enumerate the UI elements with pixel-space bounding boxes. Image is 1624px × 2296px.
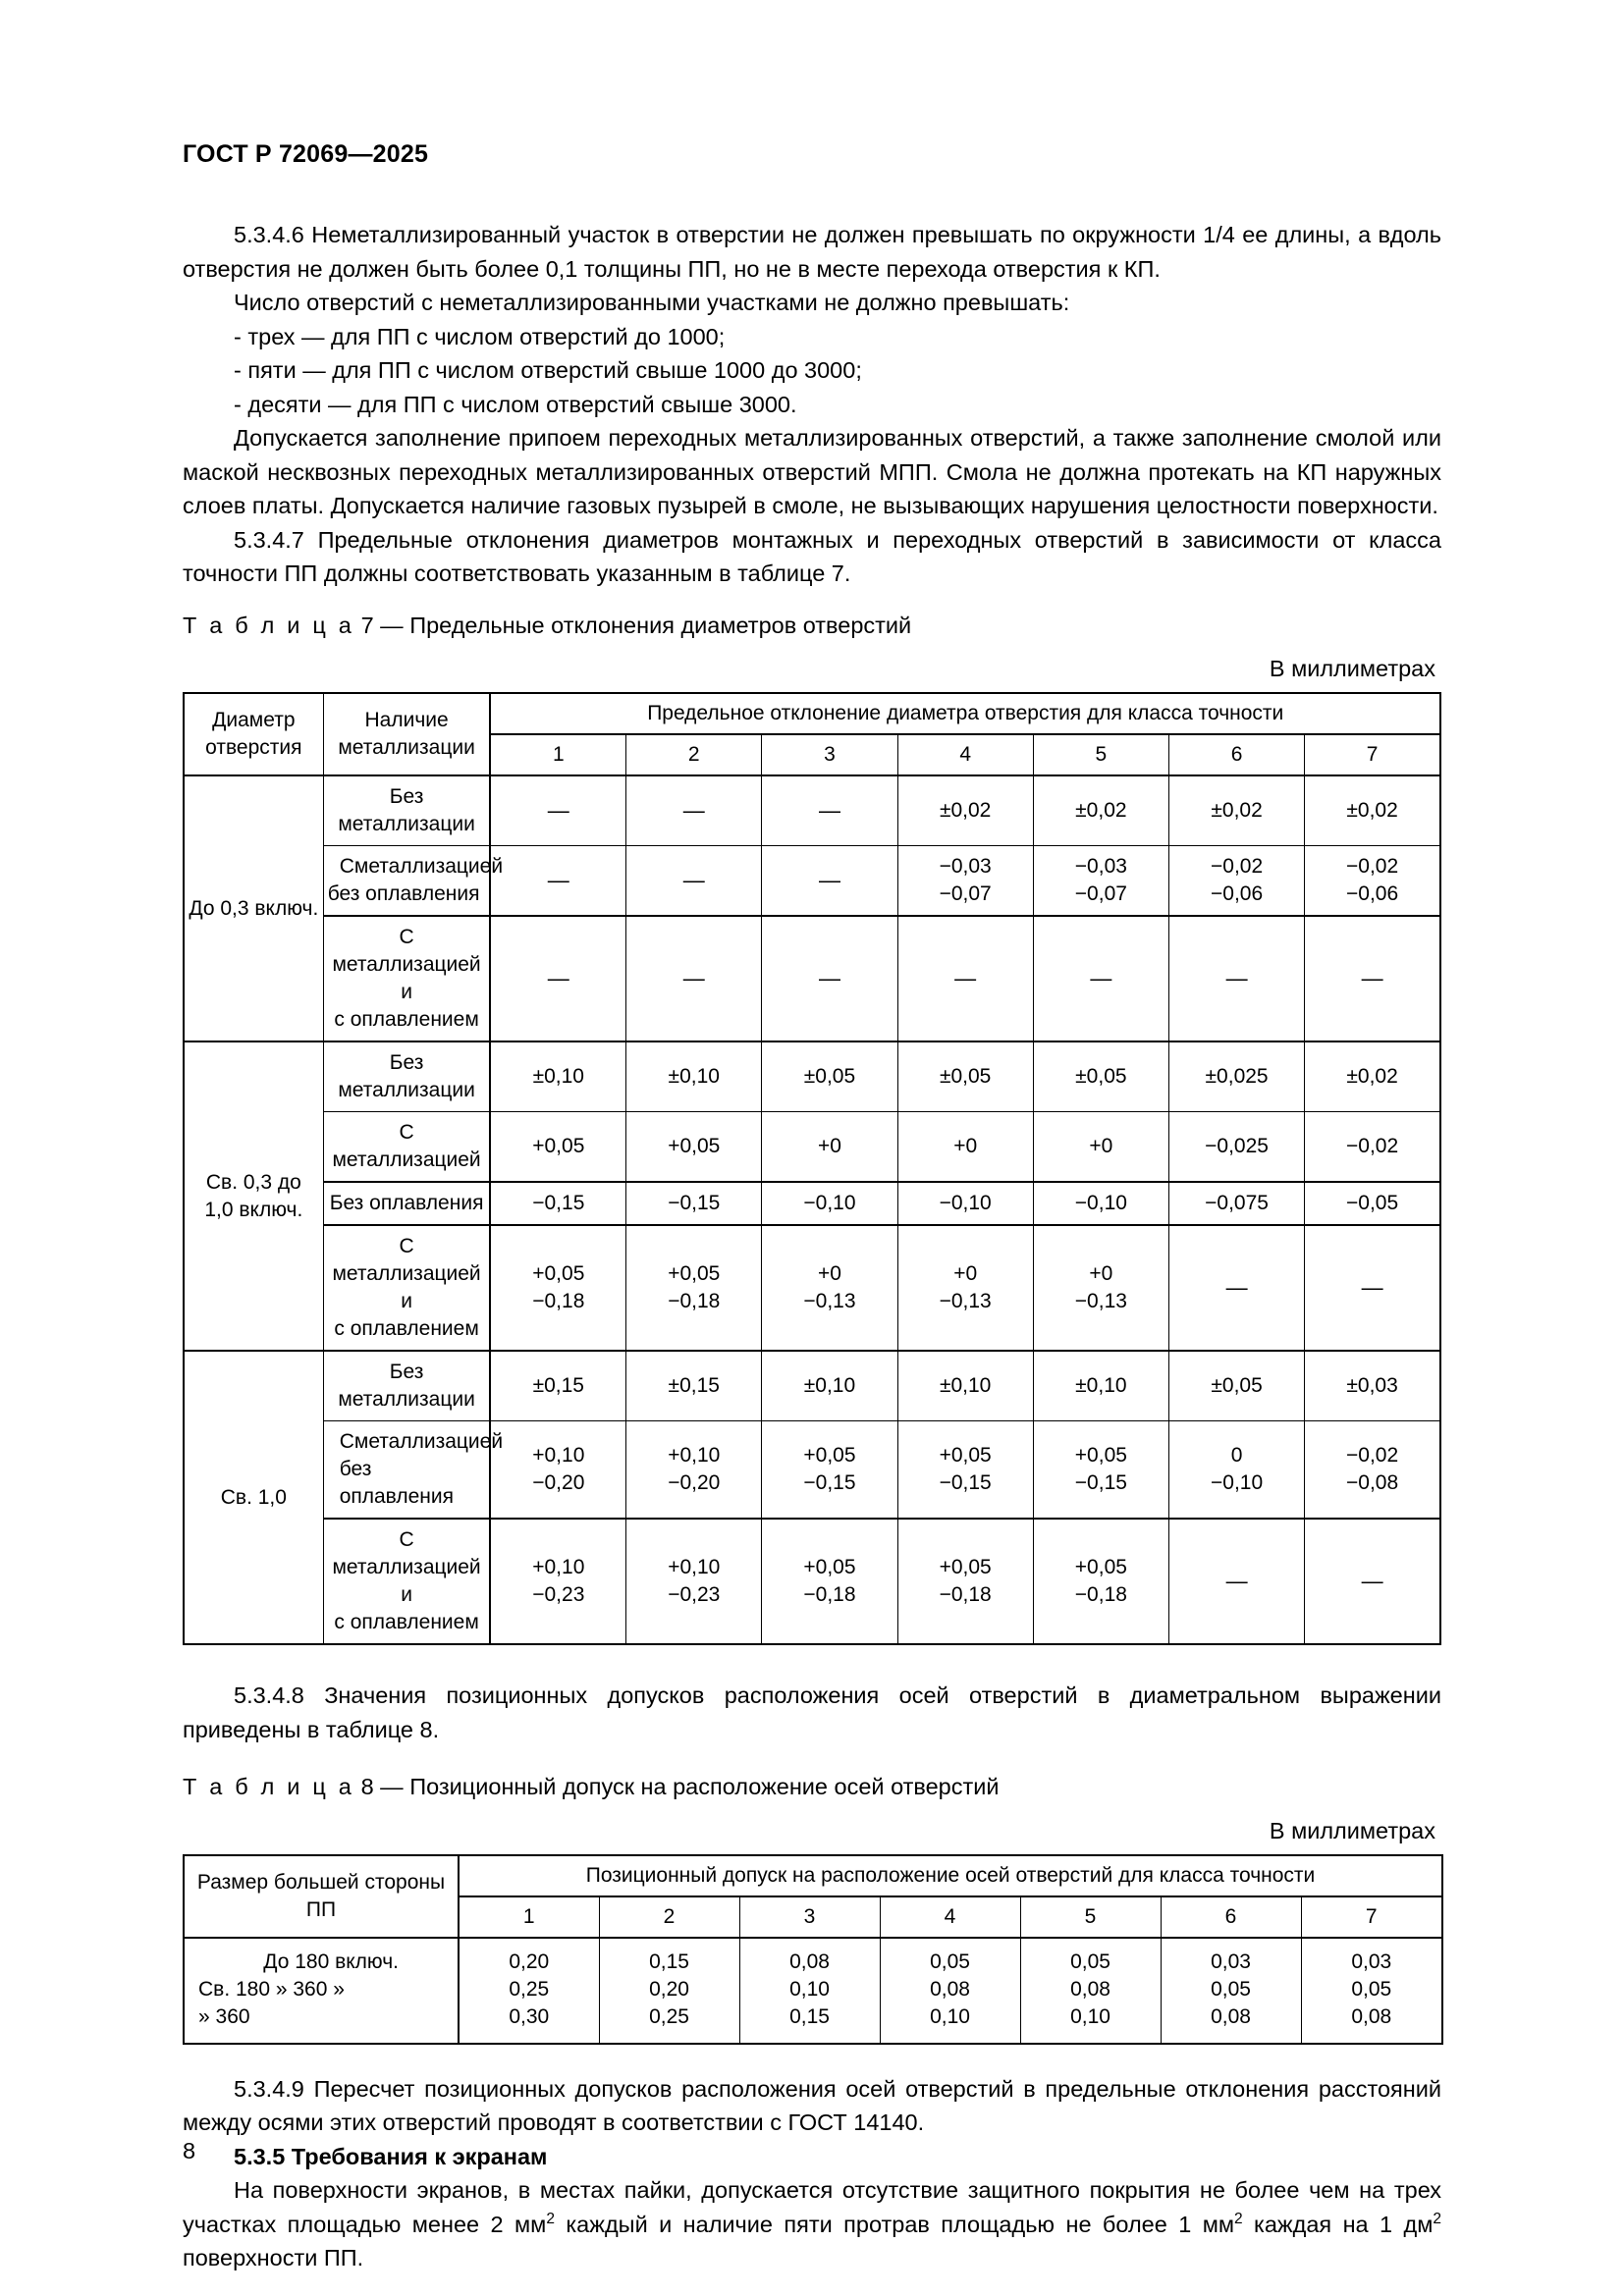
table8-header-class-6: 6 xyxy=(1161,1896,1301,1938)
table7-g1r2-c6 xyxy=(1168,846,1304,917)
table8-header-class-3: 3 xyxy=(739,1896,880,1938)
table7-g3r3-c4-bottom: −0,18 xyxy=(939,1583,992,1606)
table7-g3r1-c5: ±0,10 xyxy=(1033,1351,1168,1421)
table7-g2r3-c1: −0,15 xyxy=(490,1182,625,1225)
screens-sup-2: 2 xyxy=(1234,2210,1243,2227)
paragraph-5-3-4-8: 5.3.4.8 Значения позиционных допусков расположения осей отверстий в диаметральном выражении приведены в таблице 8. xyxy=(183,1682,1441,1742)
table7-g3r2-c1-top: +0,10 xyxy=(532,1444,585,1467)
table8-caption xyxy=(183,1770,1441,1804)
table7-g2r4-label-line2: с оплавлением xyxy=(334,1317,479,1340)
table8-row3-label: » 360 xyxy=(198,2004,250,2028)
table7-group2-diameter xyxy=(184,1041,323,1351)
table7-g1r1-c5: ±0,02 xyxy=(1033,775,1168,846)
table7-caption xyxy=(183,609,1441,643)
table7-g1r2-c2: — xyxy=(626,846,762,917)
table-row xyxy=(184,916,1440,1041)
paragraph-5-3-4-7: 5.3.4.7 Предельные отклонения диаметров монтажных и переходных отверстий в зависимости от класса точности ПП должны соответствовать указанным в таблице 7. xyxy=(183,526,1441,586)
table7-g3r2-c3-bottom: −0,15 xyxy=(803,1471,856,1494)
table7-header-class-3: 3 xyxy=(762,734,897,775)
table7-g3r2-c2-bottom: −0,20 xyxy=(668,1471,721,1494)
table8-caption-word: Т а б л и ц а xyxy=(183,1774,355,1799)
table7-g3r3-c5-bottom: −0,18 xyxy=(1074,1583,1127,1606)
standard-header: ГОСТ Р 72069—2025 xyxy=(183,140,429,168)
table7-header-row-1 xyxy=(184,693,1440,734)
table7-g3r2-c5-top: +0,05 xyxy=(1074,1444,1127,1467)
table7-g3r3-c2-top: +0,10 xyxy=(668,1556,721,1578)
table7-units: В миллиметрах xyxy=(1269,656,1435,681)
table7-g2r1-c1: ±0,10 xyxy=(490,1041,625,1112)
table7-g3r3-c1 xyxy=(490,1519,625,1644)
table7-g3r3-c4-top: +0,05 xyxy=(939,1556,992,1578)
table8-r1c3: 0,08 xyxy=(789,1949,830,1973)
table7-g1r3-label-line1: С металлизацией и xyxy=(332,926,481,1003)
table7-group3-diameter: Св. 1,0 xyxy=(184,1351,323,1644)
table-row xyxy=(184,1041,1440,1112)
table8-header-class-2: 2 xyxy=(599,1896,739,1938)
table7-g2r4-c3 xyxy=(762,1225,897,1351)
table7-g3r2-c6 xyxy=(1168,1421,1304,1520)
table7-g1r2-label-a: С xyxy=(339,855,354,878)
paragraph-5-3-4-9: 5.3.4.9 Пересчет позиционных допусков расположения осей отверстий в предельные отклонения расстояний между осями этих отверстий проводят в соответствии с ГОСТ 14140. xyxy=(183,2075,1441,2135)
screens-text-part2: каждый и наличие пяти протрав площадью не более 1 мм xyxy=(554,2211,1235,2237)
table7-g3r3-c1-bottom: −0,23 xyxy=(532,1583,585,1606)
table7-g2r3-c3: −0,10 xyxy=(762,1182,897,1225)
table7-g2r4-c4-top: +0 xyxy=(953,1262,978,1285)
table7-g2r3-c7: −0,05 xyxy=(1305,1182,1440,1225)
table8-r2c4: 0,08 xyxy=(930,1977,970,2001)
table7-g2r4-c1 xyxy=(490,1225,625,1351)
table8-header-class-7: 7 xyxy=(1301,1896,1442,1938)
table7-g2r4-c5-bottom: −0,13 xyxy=(1074,1290,1127,1312)
table7-g2r4-label-line1: С металлизацией и xyxy=(332,1235,481,1312)
table7-g1r1-label: Без металлизации xyxy=(323,775,490,846)
table8-r2c3: 0,10 xyxy=(789,1977,830,2001)
table7-g1r2-c3: — xyxy=(762,846,897,917)
table7-g2r2-c5: +0 xyxy=(1033,1112,1168,1183)
table8-header-size-line1: Размер большей стороны xyxy=(196,1870,446,1894)
table8-r2c6: 0,05 xyxy=(1211,1977,1251,2001)
table7-header-metallization-line2: металлизации xyxy=(338,736,475,759)
table8-caption-number: 8 xyxy=(360,1774,374,1799)
table7-g2r4-c6: — xyxy=(1168,1225,1304,1351)
table7-g3r2-label-b: металлизацией xyxy=(353,1430,504,1453)
table7-g1r2-c5-bottom: −0,07 xyxy=(1074,882,1127,905)
table-row xyxy=(184,1421,1440,1520)
table7-g1r2-c7-bottom: −0,06 xyxy=(1346,882,1399,905)
table7-g2r2-c3: +0 xyxy=(762,1112,897,1183)
table8-col3-values xyxy=(739,1938,880,2044)
table8-r3c6: 0,08 xyxy=(1211,2004,1251,2028)
table7-g2r1-c5: ±0,05 xyxy=(1033,1041,1168,1112)
table8-header-size-line2: ПП xyxy=(305,1897,337,1921)
table8-labels-cell xyxy=(184,1938,459,2044)
table7-g3r2-c2-top: +0,10 xyxy=(668,1444,721,1467)
table7-g3r3-label xyxy=(323,1519,490,1644)
table7-header-class-6: 6 xyxy=(1168,734,1304,775)
heading-5-3-5: 5.3.5 Требования к экранам xyxy=(234,2143,548,2169)
table7-caption-number: 7 xyxy=(360,612,374,638)
table7-g3r3-label-line1: С металлизацией и xyxy=(332,1528,481,1606)
table7-g3r2-c5 xyxy=(1033,1421,1168,1520)
table7-header-metallization xyxy=(323,693,490,775)
table-row xyxy=(184,846,1440,917)
table7-g2r2-c4: +0 xyxy=(897,1112,1033,1183)
table-row xyxy=(184,1351,1440,1421)
table8-col2-values xyxy=(599,1938,739,2044)
screens-text-part4: поверхности ПП. xyxy=(183,2245,364,2270)
table7-g1r3-c7: — xyxy=(1305,916,1440,1041)
table7-header-class-4: 4 xyxy=(897,734,1033,775)
table7-g1r2-c7-top: −0,02 xyxy=(1346,855,1399,878)
table8-col1-values xyxy=(459,1938,599,2044)
paragraph-solder-fill: Допускается заполнение припоем переходных металлизированных отверстий, а также заполнение смолой или маской несквозных переходных металлизированных отверстий МПП. Смола не должна протекать на КП наружных слоев платы. Допускается наличие газовых пузырей в смоле, не вызывающих нарушения целостности поверхности. xyxy=(183,425,1441,518)
table7-g3r3-c5-top: +0,05 xyxy=(1074,1556,1127,1578)
table7-g1r3-c1: — xyxy=(490,916,625,1041)
table8-r2c1: 0,25 xyxy=(509,1977,550,2001)
table7-g3r2-label-a: С xyxy=(339,1430,354,1453)
table7-g3r2-c4-top: +0,05 xyxy=(939,1444,992,1467)
table7-g3r1-c3: ±0,10 xyxy=(762,1351,897,1421)
table7-group2-diameter-line2: 1,0 включ. xyxy=(204,1198,303,1221)
table7-g1r3-c2: — xyxy=(626,916,762,1041)
table8-header-class-1: 1 xyxy=(459,1896,599,1938)
table-row xyxy=(184,1112,1440,1183)
table7-g3r2-label-line1 xyxy=(328,1428,504,1456)
table7-group2-diameter-line1: Св. 0,3 до xyxy=(205,1170,301,1194)
table7-g3r2-c1-bottom: −0,20 xyxy=(532,1471,585,1494)
table7-g1r1-c2: — xyxy=(626,775,762,846)
table7-g1r3-label-line2: с оплавлением xyxy=(334,1008,479,1031)
table7-header-diameter-line2: отверстия xyxy=(205,736,302,759)
table7-g3r3-c5 xyxy=(1033,1519,1168,1644)
table8-header-class-4: 4 xyxy=(880,1896,1020,1938)
table7-header-class-1: 1 xyxy=(490,734,625,775)
table7-g1r2-c6-top: −0,02 xyxy=(1211,855,1264,878)
table7-g2r4-c2 xyxy=(626,1225,762,1351)
table8-caption-text: — Позиционный допуск на расположение осей отверстий xyxy=(380,1774,1000,1799)
table7-g3r2-label-line2: без оплавления xyxy=(339,1458,454,1508)
table7-g2r2-c6: −0,025 xyxy=(1168,1112,1304,1183)
page-number: 8 xyxy=(183,2138,196,2163)
table7-g1r3-c5: — xyxy=(1033,916,1168,1041)
table7-g3r3-label-line2: с оплавлением xyxy=(334,1611,479,1633)
table7-g3r3-c1-top: +0,10 xyxy=(532,1556,585,1578)
table7-g3r2-c2 xyxy=(626,1421,762,1520)
table8-r2c5: 0,08 xyxy=(1070,1977,1110,2001)
table8-r1c2: 0,15 xyxy=(649,1949,689,1973)
table7-g1r2-c1: — xyxy=(490,846,625,917)
table7-g2r4-c1-bottom: −0,18 xyxy=(532,1290,585,1312)
table7-g1r2-c5-top: −0,03 xyxy=(1074,855,1127,878)
table7-g3r1-c2: ±0,15 xyxy=(626,1351,762,1421)
table7-g2r3-c6: −0,075 xyxy=(1168,1182,1304,1225)
screens-sup-3: 2 xyxy=(1433,2210,1442,2227)
table8-header-size xyxy=(184,1855,459,1938)
table7-g3r3-c7: — xyxy=(1305,1519,1440,1644)
table8-header-span-title: Позиционный допуск на расположение осей отверстий для класса точности xyxy=(459,1855,1442,1896)
table7-g2r4-c2-bottom: −0,18 xyxy=(668,1290,721,1312)
table7-g3r3-c3 xyxy=(762,1519,897,1644)
table7-g1r2-label-b: металлизацией xyxy=(353,855,504,878)
table-row xyxy=(184,775,1440,846)
table8-r1c6: 0,03 xyxy=(1211,1949,1251,1973)
paragraph-screens-requirements xyxy=(183,2173,1441,2275)
table7-g3r1-c1: ±0,15 xyxy=(490,1351,625,1421)
table8-r1c4: 0,05 xyxy=(930,1949,970,1973)
table7-g3r3-c2 xyxy=(626,1519,762,1644)
table8-r3c5: 0,10 xyxy=(1070,2004,1110,2028)
table7-g1r1-c1: — xyxy=(490,775,625,846)
table7-g2r4-c5-top: +0 xyxy=(1089,1262,1113,1285)
table8-r3c3: 0,15 xyxy=(789,2004,830,2028)
table7-g1r1-c4: ±0,02 xyxy=(897,775,1033,846)
table7-caption-text: — Предельные отклонения диаметров отверстий xyxy=(380,612,912,638)
table7-header-span-title: Предельное отклонение диаметра отверстия для класса точности xyxy=(490,693,1440,734)
table7-g1r2-c6-bottom: −0,06 xyxy=(1211,882,1264,905)
table8-r2c7: 0,05 xyxy=(1351,1977,1392,2001)
table-row xyxy=(184,1182,1440,1225)
table-row xyxy=(184,1225,1440,1351)
table7-g2r3-c4: −0,10 xyxy=(897,1182,1033,1225)
table7-g1r2-label-line1 xyxy=(328,853,504,881)
table8-col6-values xyxy=(1161,1938,1301,2044)
table8-r1c5: 0,05 xyxy=(1070,1949,1110,1973)
table7-g3r1-c4: ±0,10 xyxy=(897,1351,1033,1421)
table8-r2c2: 0,20 xyxy=(649,1977,689,2001)
table7-g3r1-c6: ±0,05 xyxy=(1168,1351,1304,1421)
table7-g1r3-c3: — xyxy=(762,916,897,1041)
table7-g3r3-c3-bottom: −0,18 xyxy=(803,1583,856,1606)
paragraph-hole-count-intro: Число отверстий с неметаллизированными участками не должно превышать: xyxy=(234,290,1070,315)
paragraph-5-3-4-6: 5.3.4.6 Неметаллизированный участок в отверстии не должен превышать по окружности 1/4 ее длины, а вдоль отверстия не должен быть более 0,1 толщины ПП, но не в месте перехода отверстия к КП. xyxy=(183,222,1441,282)
table7-header-diameter-line1: Диаметр xyxy=(212,709,296,731)
table7-g1r2-c4-top: −0,03 xyxy=(939,855,992,878)
table8-col7-values xyxy=(1301,1938,1442,2044)
table7-g2r4-c4-bottom: −0,13 xyxy=(939,1290,992,1312)
table8-header-class-5: 5 xyxy=(1020,1896,1161,1938)
table7-g1r3-c6: — xyxy=(1168,916,1304,1041)
table7-g1r1-c3: — xyxy=(762,775,897,846)
table7-g2r3-label: Без оплавления xyxy=(323,1182,490,1225)
table8-r1c1: 0,20 xyxy=(509,1949,550,1973)
table7-g3r2-c4-bottom: −0,15 xyxy=(939,1471,992,1494)
table7-g2r1-label: Без металлизации xyxy=(323,1041,490,1112)
table7-header-class-7: 7 xyxy=(1305,734,1440,775)
table7-g3r2-label xyxy=(323,1421,504,1520)
table7-g3r2-c5-bottom: −0,15 xyxy=(1074,1471,1127,1494)
table7-g1r1-c6: ±0,02 xyxy=(1168,775,1304,846)
table7-g2r3-c5: −0,10 xyxy=(1033,1182,1168,1225)
table7-g2r4-c3-bottom: −0,13 xyxy=(803,1290,856,1312)
table7-g1r2-c7 xyxy=(1305,846,1440,917)
table7-g3r2-c7-bottom: −0,08 xyxy=(1346,1471,1399,1494)
table8-r3c4: 0,10 xyxy=(930,2004,970,2028)
table7-g1r1-c7: ±0,02 xyxy=(1305,775,1440,846)
page-content xyxy=(183,218,1441,2275)
table7-g3r3-c3-top: +0,05 xyxy=(803,1556,856,1578)
table7-g3r2-c7-top: −0,02 xyxy=(1346,1444,1399,1467)
table7-group1-diameter: До 0,3 включ. xyxy=(184,775,323,1041)
table-row xyxy=(184,1938,1442,2044)
table8-row2-label: Св. 180 » 360 » xyxy=(198,1977,345,2001)
screens-sup-1: 2 xyxy=(546,2210,555,2227)
table7-g3r2-c4 xyxy=(897,1421,1033,1520)
table7-g2r1-c2: ±0,10 xyxy=(626,1041,762,1112)
table7-g1r2-c5 xyxy=(1033,846,1168,917)
table7-g2r4-c5 xyxy=(1033,1225,1168,1351)
table7-g3r2-c6-bottom: −0,10 xyxy=(1211,1471,1264,1494)
table8-r3c2: 0,25 xyxy=(649,2004,689,2028)
table8-row1-label: До 180 включ. xyxy=(263,1949,399,1973)
table7 xyxy=(183,692,1441,1645)
table7-g2r4-label xyxy=(323,1225,490,1351)
table7-g2r1-c6: ±0,025 xyxy=(1168,1041,1304,1112)
bullet-item-3: - десяти — для ПП с числом отверстий свыше 3000. xyxy=(234,391,797,417)
table7-g2r1-c7: ±0,02 xyxy=(1305,1041,1440,1112)
table8-header-row-1 xyxy=(184,1855,1442,1896)
table7-g3r2-c7 xyxy=(1305,1421,1440,1520)
table8-col5-values xyxy=(1020,1938,1161,2044)
table7-header-diameter xyxy=(184,693,323,775)
table7-g3r3-c2-bottom: −0,23 xyxy=(668,1583,721,1606)
table7-g1r2-c4-bottom: −0,07 xyxy=(939,882,992,905)
table7-g3r1-label: Без металлизации xyxy=(323,1351,490,1421)
table7-header-metallization-line1: Наличие xyxy=(364,709,449,731)
table7-g3r2-c3 xyxy=(762,1421,897,1520)
table7-header-class-2: 2 xyxy=(626,734,762,775)
table7-g1r2-c4 xyxy=(897,846,1033,917)
table7-g2r4-c2-top: +0,05 xyxy=(668,1262,721,1285)
table7-g2r3-c2: −0,15 xyxy=(626,1182,762,1225)
table7-g2r4-c4 xyxy=(897,1225,1033,1351)
table8-col4-values xyxy=(880,1938,1020,2044)
table7-g2r2-label: С металлизацией xyxy=(323,1112,490,1183)
table7-header-class-5: 5 xyxy=(1033,734,1168,775)
table7-g2r1-c4: ±0,05 xyxy=(897,1041,1033,1112)
screens-text-part1: На поверхности экранов, в местах пайки, допускается отсутствие защитного покрытия не более чем на трех участках площадью менее 2 мм xyxy=(183,2177,1441,2237)
table8-units: В миллиметрах xyxy=(1269,1817,1435,1843)
bullet-item-2: - пяти — для ПП с числом отверстий свыше 1000 до 3000; xyxy=(234,357,862,383)
table7-g2r2-c7: −0,02 xyxy=(1305,1112,1440,1183)
table7-g2r4-c3-top: +0 xyxy=(817,1262,841,1285)
table7-g2r2-c1: +0,05 xyxy=(490,1112,625,1183)
table7-caption-word: Т а б л и ц а xyxy=(183,612,355,638)
table7-g3r2-c1 xyxy=(490,1421,625,1520)
table7-g2r2-c2: +0,05 xyxy=(626,1112,762,1183)
table7-g3r3-c4 xyxy=(897,1519,1033,1644)
table7-g1r3-label xyxy=(323,916,490,1041)
table8-r3c7: 0,08 xyxy=(1351,2004,1392,2028)
table7-g1r2-label-line2: без оплавления xyxy=(327,882,480,905)
table7-g2r1-c3: ±0,05 xyxy=(762,1041,897,1112)
table7-g3r2-c3-top: +0,05 xyxy=(803,1444,856,1467)
table8-r3c1: 0,30 xyxy=(509,2004,550,2028)
bullet-item-1: - трех — для ПП с числом отверстий до 1000; xyxy=(234,323,726,349)
table7-g2r4-c1-top: +0,05 xyxy=(532,1262,585,1285)
table8 xyxy=(183,1854,1443,2045)
table7-g3r1-c7: ±0,03 xyxy=(1305,1351,1440,1421)
table7-g3r3-c6: — xyxy=(1168,1519,1304,1644)
table7-g1r3-c4: — xyxy=(897,916,1033,1041)
table7-g1r2-label xyxy=(323,846,504,917)
table7-g3r2-c6-top: 0 xyxy=(1230,1444,1243,1467)
table7-g2r4-c7: — xyxy=(1305,1225,1440,1351)
table-row xyxy=(184,1519,1440,1644)
screens-text-part3: каждая на 1 дм xyxy=(1242,2211,1434,2237)
table8-r1c7: 0,03 xyxy=(1351,1949,1392,1973)
